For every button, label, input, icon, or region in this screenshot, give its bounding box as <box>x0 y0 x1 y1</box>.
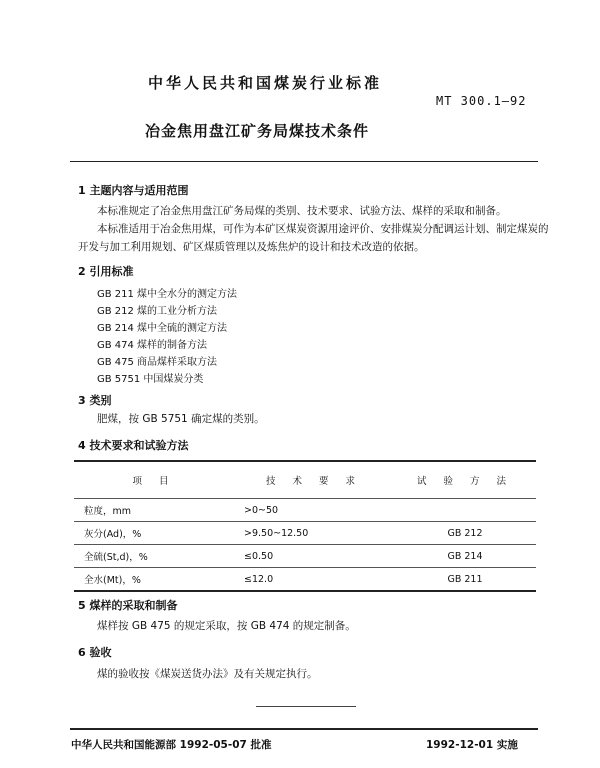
table-cell-item: 全硫(St,d)，% <box>74 545 234 568</box>
end-rule <box>256 706 356 707</box>
table-cell-method: GB 212 <box>394 522 536 545</box>
reference-item: GB 475 商品煤样采取方法 <box>97 357 218 368</box>
requirements-table <box>74 460 536 592</box>
section-1-para-2b: 开发与加工利用规划、矿区煤质管理以及炼焦炉的设计和技术改造的依据。 <box>78 241 425 253</box>
standard-code: MT 300.1—92 <box>436 94 527 108</box>
reference-item: GB 214 煤中全硫的测定方法 <box>97 323 228 334</box>
table-row <box>74 568 536 592</box>
document-title: 冶金焦用盘江矿务局煤技术条件 <box>145 122 370 140</box>
reference-item: GB 211 煤中全水分的测定方法 <box>97 289 238 300</box>
table-cell-requirement: ≤0.50 <box>234 545 394 568</box>
section-3-heading: 3 类别 <box>78 394 112 407</box>
table-cell-item: 粒度，mm <box>74 499 234 522</box>
effective-date: 1992-12-01 实施 <box>426 739 518 751</box>
table-cell-method <box>394 499 536 522</box>
section-6-para: 煤的验收按《煤炭送货办法》及有关规定执行。 <box>97 668 318 680</box>
table-header-cell: 试 验 方 法 <box>394 461 536 499</box>
section-3-para: 肥煤，按 GB 5751 确定煤的类别。 <box>97 413 265 425</box>
section-1-para-1: 本标准规定了冶金焦用盘江矿务局煤的类别、技术要求、试验方法、煤样的采取和制备。 <box>97 205 507 217</box>
reference-item: GB 474 煤样的制备方法 <box>97 340 208 351</box>
section-1-heading: 1 主题内容与适用范围 <box>78 184 189 197</box>
table-header-row <box>74 461 536 499</box>
section-4-heading: 4 技术要求和试验方法 <box>78 439 189 452</box>
approval-line: 中华人民共和国能源部 1992-05-07 批准 <box>71 739 272 751</box>
reference-item: GB 5751 中国煤炭分类 <box>97 374 204 385</box>
footer-rule <box>70 728 538 730</box>
section-6-heading: 6 验收 <box>78 646 112 659</box>
section-2-heading: 2 引用标准 <box>78 265 134 278</box>
section-1-para-2a: 本标准适用于冶金焦用煤，可作为本矿区煤炭资源用途评价、安排煤炭分配调运计划、制定煤炭的 <box>97 223 549 235</box>
table-cell-requirement: ≤12.0 <box>234 568 394 592</box>
table-row <box>74 545 536 568</box>
document-org: 中华人民共和国煤炭行业标准 <box>148 74 383 92</box>
table-row <box>74 522 536 545</box>
table-header-cell: 技 术 要 求 <box>234 461 394 499</box>
table-row <box>74 499 536 522</box>
table-cell-method: GB 211 <box>394 568 536 592</box>
reference-item: GB 212 煤的工业分析方法 <box>97 306 218 317</box>
table-cell-requirement: >9.50~12.50 <box>234 522 394 545</box>
header-rule <box>70 161 538 162</box>
table-cell-item: 灰分(Ad)，% <box>74 522 234 545</box>
section-5-heading: 5 煤样的采取和制备 <box>78 599 178 612</box>
section-5-para: 煤样按 GB 475 的规定采取，按 GB 474 的规定制备。 <box>97 620 356 632</box>
table-cell-method: GB 214 <box>394 545 536 568</box>
table-cell-item: 全水(Mt)，% <box>74 568 234 592</box>
table-cell-requirement: >0~50 <box>234 499 394 522</box>
table-header-cell: 项 目 <box>74 461 234 499</box>
